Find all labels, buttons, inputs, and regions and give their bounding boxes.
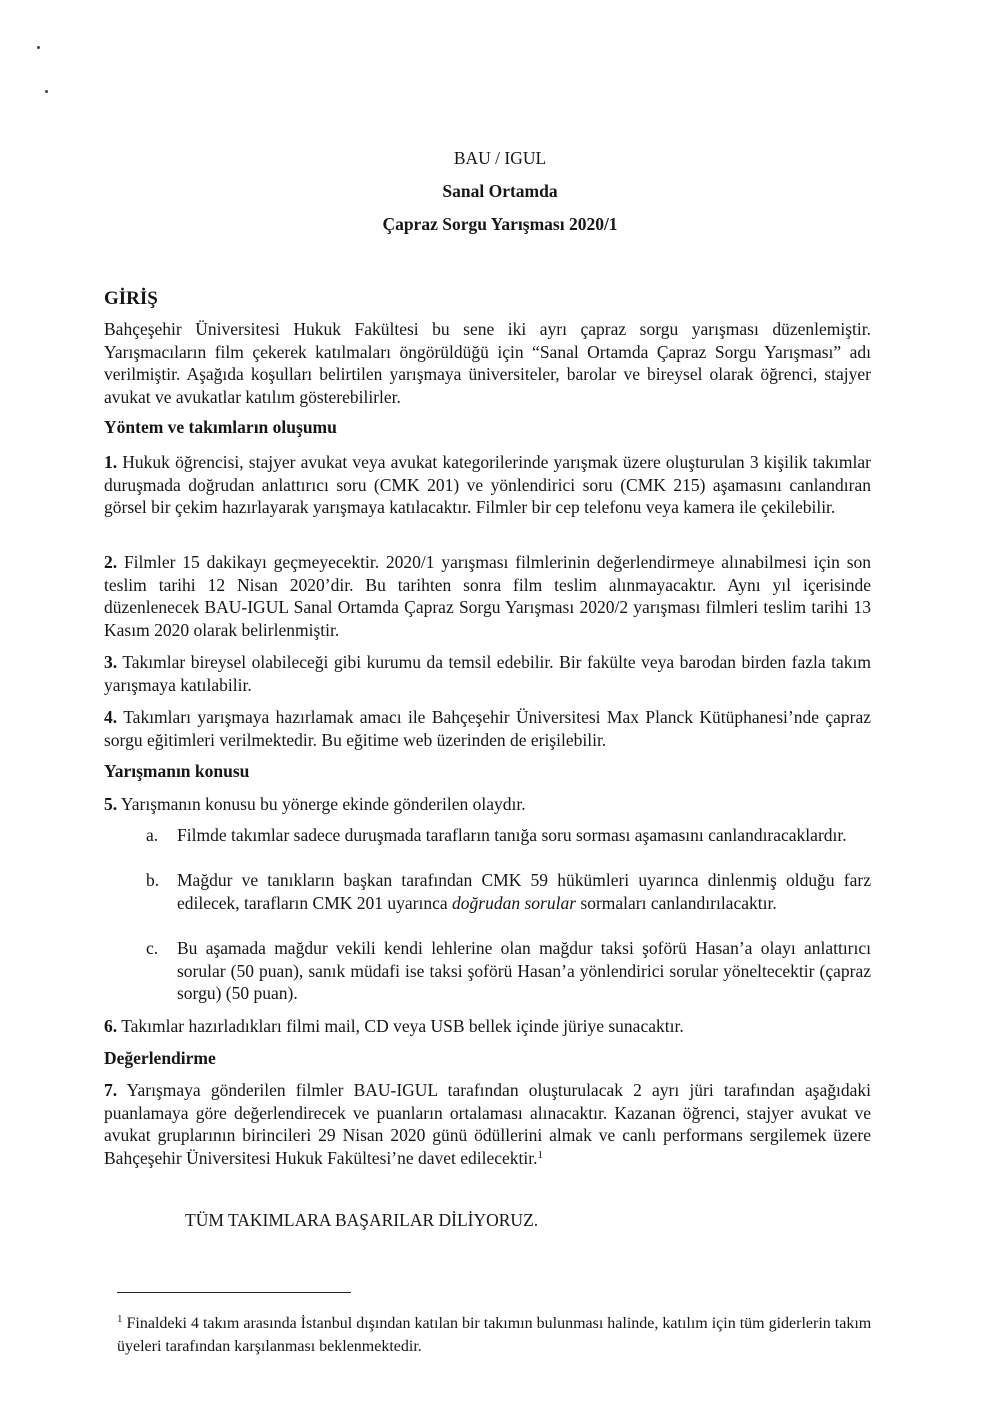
evaluation-heading: Değerlendirme (104, 1048, 216, 1068)
subitem-text: Filmde takımlar sadece duruşmada tarafların tanığa soru sorması aşamasını canlandıracaklardır. (177, 825, 847, 845)
item-text: Filmler 15 dakikayı geçmeyecektir. 2020/1 yarışması filmlerinin değerlendirmeye alınabilmesi için son teslim tarihi 12 Nisan 2020’dir. Bu tarihten sonra film teslim alınmayacaktır. Aynı yıl içerisinde düzenlenecek BAU-IGUL Sanal Ortamda Çapraz Sorgu Yarışması 2020/2 yarışması filmleri teslim tarihi 13 Kasım 2020 olarak belirlenmiştir. (104, 552, 872, 641)
item-7 (104, 1079, 871, 1170)
footnote-text: Finaldeki 4 takım arasında İstanbul dışından katılan bir takımın bulunması halinde, katılım için tüm giderlerin takım üyeleri tarafından karşılanması beklenmektedir. (117, 1315, 872, 1355)
item-number: 3. (104, 652, 118, 672)
item-1 (104, 451, 871, 519)
subitem-text: Bu aşamada mağdur vekili kendi lehlerine olan mağdur taksi şoförü Hasan’a olayı anlattırıcı sorular (50 puan), sanık müdafi ise taksi şoförü Hasan’a yönlendirici sorular yöneltecektir (çapraz sorgu) (50 puan). (177, 938, 871, 1004)
emphasized-term: doğrudan sorular (452, 892, 577, 913)
item-text: Takımlar hazırladıkları filmi mail, CD veya USB bellek içinde jüriye sunacaktır. (121, 1016, 684, 1036)
item-number: 1. (104, 452, 118, 472)
scan-speck (45, 90, 48, 93)
item-number: 5. (104, 794, 118, 814)
subitem-c (146, 937, 871, 1005)
header-subtitle: Çapraz Sorgu Yarışması 2020/1 (382, 214, 618, 234)
scan-speck (37, 46, 40, 49)
intro-heading: GİRİŞ (104, 288, 158, 309)
item-number: 7. (104, 1080, 118, 1100)
subitem-a (146, 824, 871, 847)
subitem-marker: a. (146, 825, 159, 845)
item-2 (104, 551, 871, 642)
footnote (117, 1312, 877, 1358)
item-text: Takımları yarışmaya hazırlamak amacı ile Bahçeşehir Üniversitesi Max Planck Kütüphanesi’nde çapraz sorgu eğitimleri verilmektedir. Bu eğitime web üzerinden de erişilebilir. (104, 707, 871, 750)
item-6 (104, 1015, 871, 1038)
footnote-ref: 1 (537, 1149, 543, 1162)
item-5 (104, 793, 871, 816)
topic-heading: Yarışmanın konusu (104, 761, 250, 781)
subitem-marker: b. (146, 870, 160, 890)
item-number: 6. (104, 1016, 118, 1036)
intro-paragraph: Bahçeşehir Üniversitesi Hukuk Fakültesi bu sene iki ayrı çapraz sorgu yarışması düzenlemiştir. Yarışmacıların film çekerek katılmaları öngörüldüğü için “Sanal Ortamda Çapraz Sorgu Yarışması” adı verilmiştir. Aşağıda koşulları belirtilen yarışmaya üniversiteler, barolar ve bireysel olarak öğrenci, stajyer avukat ve avukatlar katılım gösterebilirler. (104, 319, 871, 408)
item-text: Takımlar bireysel olabileceği gibi kurumu da temsil edebilir. Bir fakülte veya barodan birden fazla takım yarışmaya katılabilir. (104, 652, 872, 695)
item-text: Yarışmaya gönderilen filmler BAU-IGUL tarafından oluşturulacak 2 ayrı jüri tarafından aşağıdaki puanlamaya göre değerlendirecek ve puanların ortalaması alınacaktır. Kazanan öğrenci, stajyer avukat ve avukat gruplarının birincileri 29 Nisan 2020 günü ödüllerini almak ve canlı performans sergilemek üzere Bahçeşehir Üniversitesi Hukuk Fakültesi’ne davet edilecektir. (104, 1080, 871, 1169)
subitem-text (177, 869, 871, 914)
item-3 (104, 651, 871, 696)
footnote-divider (117, 1292, 351, 1293)
closing-message: TÜM TAKIMLARA BAŞARILAR DİLİYORUZ. (185, 1210, 539, 1230)
subitem-text-start: Mağdur ve tanıkların başkan tarafından CMK 59 hükümleri uyarınca dinlenmiş olduğu farz edilecek, tarafların CMK 201 uyarınca (177, 870, 871, 913)
footnote-marker: 1 (117, 1313, 123, 1325)
header-org: BAU / IGUL (453, 148, 547, 168)
subitem-marker: c. (146, 938, 159, 958)
subitem-text-end: sormaları canlandırılacaktır. (576, 892, 777, 913)
item-4 (104, 706, 871, 751)
header-title: Sanal Ortamda (442, 181, 558, 201)
item-text: Yarışmanın konusu bu yönerge ekinde gönderilen olaydır. (120, 794, 526, 814)
item-number: 4. (104, 707, 118, 727)
method-heading: Yöntem ve takımların oluşumu (104, 417, 337, 437)
item-number: 2. (104, 552, 118, 572)
subitem-b (146, 869, 871, 914)
item-text: Hukuk öğrencisi, stajyer avukat veya avukat kategorilerinde yarışmak üzere oluşturulan 3 kişilik takımlar duruşmada doğrudan anlattırıcı soru (CMK 201) ve yönlendirici soru (CMK 215) aşamasını canlandıran görsel bir çekim hazırlayarak yarışmaya katılacaktır. Filmler bir cep telefonu veya kamera ile çekilebilir. (104, 452, 871, 518)
